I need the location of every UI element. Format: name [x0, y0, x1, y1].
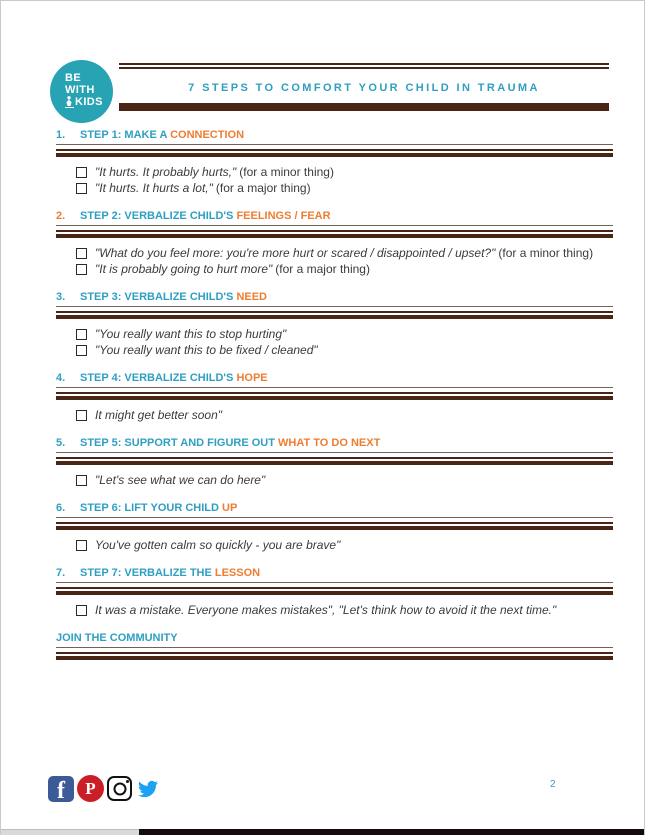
checklist-item [76, 181, 613, 196]
page-number: 2 [550, 779, 556, 790]
item-quote: "You really want this to be fixed / cleaned" [95, 343, 318, 357]
checkbox[interactable] [76, 540, 87, 551]
step-title-main: STEP 1: MAKE A [80, 129, 171, 141]
header-bottom-bar [119, 103, 609, 111]
divider [56, 587, 613, 595]
checklist-item [76, 262, 613, 277]
community-heading: JOIN THE COMMUNITY [56, 632, 613, 648]
checklist-item [76, 473, 613, 488]
step-title-accent: FEELINGS / FEAR [236, 210, 331, 222]
step-title-accent: UP [222, 502, 238, 514]
header [119, 63, 609, 111]
step-2-section [56, 210, 613, 277]
divider [56, 149, 613, 157]
item-quote: "What do you feel more: you're more hurt or scared / disappointed / upset?" [95, 246, 496, 260]
step-number: 5. [56, 437, 66, 449]
step-7-heading [56, 567, 613, 583]
divider [56, 652, 613, 660]
checkbox[interactable] [76, 264, 87, 275]
step-title-main: STEP 6: LIFT YOUR CHILD [80, 502, 222, 514]
header-top-rule [119, 63, 609, 69]
item-quote: "You really want this to stop hurting" [95, 327, 287, 341]
step-5-heading [56, 437, 613, 453]
item-quote: "It is probably going to hurt more" [95, 262, 273, 276]
child-icon [65, 96, 74, 108]
checkbox[interactable] [76, 248, 87, 259]
checklist-item [76, 327, 613, 342]
item-quote: "It hurts. It probably hurts," [95, 165, 237, 179]
brand-logo [50, 60, 113, 123]
checkbox[interactable] [76, 345, 87, 356]
step-number: 1. [56, 129, 66, 141]
checkbox[interactable] [76, 605, 87, 616]
item-quote: "Let's see what we can do here" [95, 473, 266, 487]
step-number: 3. [56, 291, 66, 303]
step-number: 4. [56, 372, 66, 384]
step-title-main: STEP 2: VERBALIZE CHILD'S [80, 210, 237, 222]
step-number: 2. [56, 210, 66, 222]
item-note: (for a major thing) [275, 262, 370, 276]
item-quote: You've gotten calm so quickly - you are brave" [95, 538, 341, 552]
page-edge-shadow [1, 829, 139, 835]
checkbox[interactable] [76, 475, 87, 486]
checklist-item [76, 538, 613, 553]
item-quote: It might get better soon" [95, 408, 222, 422]
instagram-icon[interactable] [107, 776, 132, 801]
step-title-accent: LESSON [214, 567, 261, 579]
step-3-heading [56, 291, 613, 307]
step-6-heading [56, 502, 613, 518]
step-4-heading [56, 372, 613, 388]
item-note: (for a minor thing) [239, 165, 334, 179]
checkbox[interactable] [76, 183, 87, 194]
checklist-item [76, 408, 613, 423]
step-title-main: STEP 4: VERBALIZE CHILD'S [80, 372, 237, 384]
checklist-item [76, 246, 613, 261]
facebook-icon[interactable]: f [48, 776, 74, 802]
step-number: 7. [56, 567, 66, 579]
divider [56, 392, 613, 400]
item-quote: "It hurts. It hurts a lot," [95, 181, 213, 195]
divider [56, 457, 613, 465]
checklist-item [76, 603, 613, 618]
step-title-main: STEP 5: SUPPORT AND FIGURE OUT [80, 437, 279, 449]
divider [56, 522, 613, 530]
logo-line-2: WITH [65, 83, 95, 96]
step-title-accent: HOPE [236, 372, 268, 384]
logo-line-3: KIDS [75, 95, 103, 108]
divider [56, 311, 613, 319]
step-2-heading [56, 210, 613, 226]
step-title-accent: CONNECTION [170, 129, 245, 141]
checklist-item [76, 343, 613, 358]
step-title-accent: NEED [236, 291, 267, 303]
step-title-main: STEP 7: VERBALIZE THE [80, 567, 215, 579]
step-title-accent: WHAT TO DO NEXT [278, 437, 381, 449]
steps-list [56, 129, 613, 674]
step-7-section [56, 567, 613, 618]
item-quote: It was a mistake. Everyone makes mistakes", "Let's think how to avoid it the next time." [95, 603, 557, 617]
social-links [48, 775, 161, 802]
pinterest-icon[interactable]: P [77, 775, 104, 802]
item-note: (for a major thing) [215, 181, 311, 195]
checkbox[interactable] [76, 167, 87, 178]
viewer-background [139, 829, 644, 835]
step-6-section [56, 502, 613, 553]
step-4-section [56, 372, 613, 423]
checklist-item [76, 165, 613, 180]
step-number: 6. [56, 502, 66, 514]
step-1-heading [56, 129, 613, 145]
viewer-bottom-edge [1, 829, 644, 835]
twitter-icon[interactable] [137, 778, 161, 800]
page-title: 7 STEPS TO COMFORT YOUR CHILD IN TRAUMA [188, 82, 540, 94]
logo-line-1: BE [65, 72, 82, 84]
step-1-section [56, 129, 613, 196]
item-note: (for a minor thing) [498, 246, 594, 260]
divider [56, 230, 613, 238]
community-section [56, 632, 613, 660]
step-3-section [56, 291, 613, 358]
checkbox[interactable] [76, 329, 87, 340]
checkbox[interactable] [76, 410, 87, 421]
step-5-section [56, 437, 613, 488]
step-title-main: STEP 3: VERBALIZE CHILD'S [80, 291, 237, 303]
